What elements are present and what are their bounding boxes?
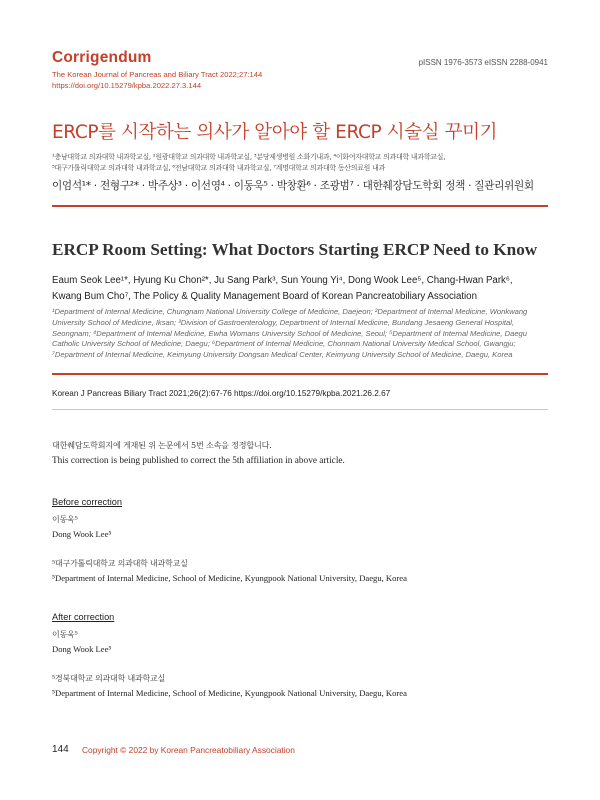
english-author-list bbox=[52, 273, 552, 304]
after-affiliation-korean: ⁵경북대학교 의과대학 내과학교실 bbox=[52, 674, 166, 683]
journal-doi-link[interactable]: https://doi.org/10.15279/kpba.2022.27.3.144 bbox=[52, 81, 202, 90]
title-divider bbox=[52, 205, 548, 207]
section-label: Corrigendum bbox=[52, 49, 152, 66]
english-article-title: ERCP Room Setting: What Doctors Starting ERCP Need to Know bbox=[52, 240, 538, 259]
after-affiliation-english: ⁵Department of Internal Medicine, School of Medicine, Kyungpook National University, Daegu, Korea bbox=[52, 688, 407, 698]
before-affiliation-korean: ⁵대구가톨릭대학교 의과대학 내과학교실 bbox=[52, 559, 188, 568]
page-number: 144 bbox=[52, 744, 69, 755]
korean-author-list: 이엄석¹* · 전형구²* · 박주상³ · 이선영⁴ · 이동욱⁵ · 박창환⁶ · 조광범⁷ · 대한췌장담도학회 정책 · 질관리위원회 bbox=[52, 180, 534, 192]
before-affiliation-english: ⁵Department of Internal Medicine, School of Medicine, Kyungpook National University, Daegu, Korea bbox=[52, 573, 407, 583]
copyright-notice: Copyright © 2022 by Korean Pancreatobiliary Association bbox=[82, 745, 295, 755]
correction-statement-korean: 대한췌담도학회지에 게재된 위 논문에서 5번 소속을 정정합니다. bbox=[52, 440, 272, 450]
after-author-name-english: Dong Wook Lee⁵ bbox=[52, 644, 112, 654]
english-affiliation-line: Seongnam; ⁴Department of Internal Medicine, Ewha Womans University School of Medicine, Seoul; ⁵Department of Internal Medicine, Daegu bbox=[52, 328, 527, 338]
korean-affiliation-line: ⁵대구가톨릭대학교 의과대학 내과학교실, ⁶전남대학교 의과대학 내과학교실, ⁷계명대학교 의과대학 동산의료원 내과 bbox=[52, 164, 386, 172]
citation-divider bbox=[52, 373, 548, 375]
body-divider bbox=[52, 409, 548, 410]
english-affiliation-line: ¹Department of Internal Medicine, Chungnam National University College of Medicine, Daejeon; ²Department of Internal Medicine, Wonkwang bbox=[52, 307, 528, 316]
after-correction-heading: After correction bbox=[52, 612, 115, 622]
english-affiliation-line: Catholic University School of Medicine, Daegu; ⁶Department of Internal Medicine, Chonnam National University Medical School, Gwangju; bbox=[52, 339, 516, 349]
journal-citation: The Korean Journal of Pancreas and Biliary Tract 2022;27:144 bbox=[52, 70, 263, 79]
issn-label: pISSN 1976-3573 eISSN 2288-0941 bbox=[418, 58, 548, 67]
original-article-citation: Korean J Pancreas Biliary Tract 2021;26(2):67-76 https://doi.org/10.15279/kpba.2021.26.2.67 bbox=[52, 389, 391, 398]
english-affiliation-line: University School of Medicine, Iksan; ³Division of Gastroenterology, Department of Internal Medicine, Bundang Jesaeng General Hospital, bbox=[52, 317, 515, 327]
korean-affiliation-line: ¹충남대학교 의과대학 내과학교실, ²원광대학교 의과대학 내과학교실, ³분당제생병원 소화기내과, ⁴이화여자대학교 의과대학 내과학교실, bbox=[52, 153, 446, 161]
korean-article-title: ERCP를 시작하는 의사가 알아야 할 ERCP 시술실 꾸미기 bbox=[52, 122, 498, 143]
english-affiliations bbox=[52, 307, 552, 361]
english-affiliation-line: ⁷Department of Internal Medicine, Keimyung University Dongsan Medical Center, Keimyung University School of Medicine, Daegu, Korea bbox=[52, 350, 513, 360]
english-author-line: Eaum Seok Lee¹*, Hyung Ku Chon²*, Ju Sang Park³, Sun Young Yi⁴, Dong Wook Lee⁵, Chang-Hwan Park⁶, bbox=[52, 275, 513, 286]
korean-affiliations bbox=[52, 152, 552, 174]
after-author-name-korean: 이동욱⁵ bbox=[52, 630, 78, 639]
before-author-name-korean: 이동욱⁵ bbox=[52, 515, 78, 524]
english-author-line: Kwang Bum Cho⁷, The Policy & Quality Management Board of Korean Pancreatobiliary Association bbox=[52, 290, 477, 302]
before-author-name-english: Dong Wook Lee⁵ bbox=[52, 529, 112, 539]
before-correction-heading: Before correction bbox=[52, 497, 122, 507]
correction-statement-english: This correction is being published to correct the 5th affiliation in above article. bbox=[52, 456, 345, 466]
